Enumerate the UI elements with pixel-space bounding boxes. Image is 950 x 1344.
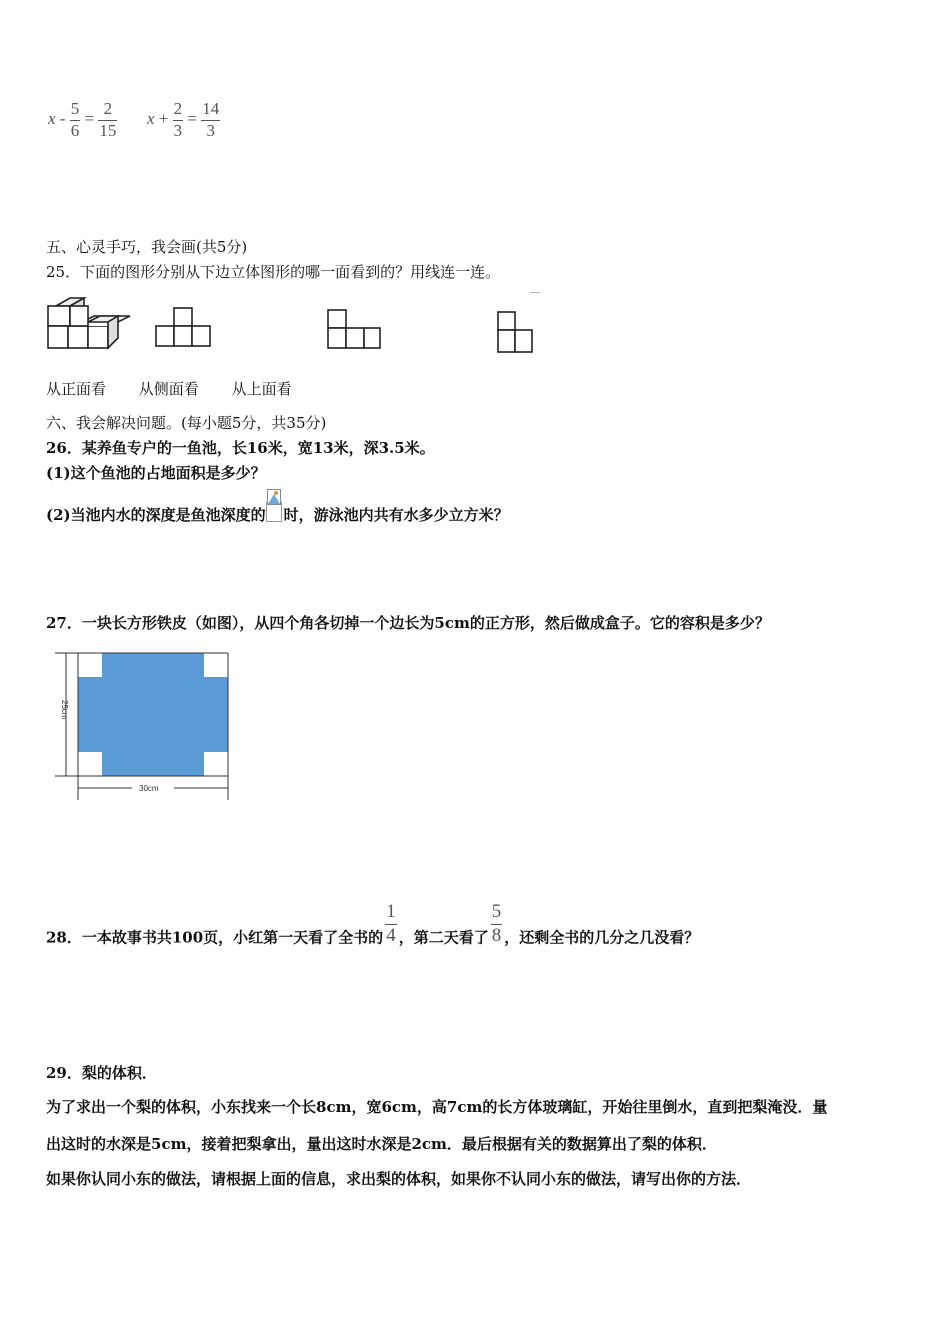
q28-fraction-1-num: 1: [386, 901, 396, 922]
question-29-line-2: 出这时的水深是5cm，接着把梨拿出，量出这时水深是2cm．最后根据有关的数据算出了梨的体积．: [46, 1135, 717, 1153]
view-label-top: 从上面看: [231, 380, 292, 398]
width-label: 30cm: [139, 784, 159, 793]
q28-middle: ，第二天看了: [398, 928, 489, 947]
q28-tail: ，还剩全书的几分之几没看？: [504, 928, 700, 947]
q27-sheet-figure: [50, 648, 240, 804]
section6-title: 六、我会解决问题。(每小题5分，共35分): [46, 414, 327, 432]
equation-1: [48, 100, 117, 140]
broken-image-icon: [266, 502, 282, 522]
view-figure-1: [156, 308, 210, 346]
question-29-line-1: 为了求出一个梨的体积，小东找来一个长8cm，宽6cm，高7cm的长方体玻璃缸，开始往里倒水，直到把梨淹没．量: [46, 1098, 828, 1116]
view-figure-3: [498, 312, 532, 352]
q28-lead: 28．一本故事书共100页，小红第一天看了全书的: [46, 928, 384, 947]
question-27: 27．一块长方形铁皮（如图），从四个角各切掉一个边长为5cm的正方形，然后做成盒子。它的容积是多少？: [46, 614, 770, 632]
q28-fraction-2: [491, 902, 503, 947]
eq1-operator: -: [59, 109, 66, 129]
corner-cut-top-right: [204, 653, 228, 677]
question-26: 26．某养鱼专户的一鱼池，长16米，宽13米，深3.5米。: [46, 439, 435, 457]
question-29-line-3: 如果你认同小东的做法，请根据上面的信息，求出梨的体积，如果你不认同小东的做法，请写出你的方法．: [46, 1170, 752, 1188]
eq2-lhs-denominator: 3: [173, 120, 183, 140]
eq2-operator: +: [158, 109, 169, 129]
q26-part-2-lead: (2)当池内水的深度是鱼池深度的: [46, 506, 266, 524]
eq1-lhs-fraction: [70, 100, 81, 140]
eq2-variable: x: [147, 109, 155, 129]
solid-cubes-figure: [48, 298, 130, 348]
eq1-variable: x: [48, 109, 56, 129]
question-25: 25．下面的图形分别从下边立体图形的哪一面看到的？用线连一连。: [46, 263, 501, 281]
corner-cut-top-left: [78, 653, 102, 677]
equation-2: [147, 100, 220, 140]
q28-fraction-1: [385, 902, 397, 947]
eq1-lhs-denominator: 6: [70, 120, 80, 140]
question-26-part-1: (1)这个鱼池的占地面积是多少？: [46, 464, 266, 482]
eq2-lhs-numerator: 2: [173, 99, 183, 118]
view-label-front: 从正面看: [46, 380, 107, 398]
eq2-rhs-numerator: 14: [202, 99, 220, 118]
question-26-part-2: [46, 502, 509, 525]
q28-fraction-2-num: 5: [491, 901, 502, 922]
question-29-title: 29．梨的体积．: [46, 1064, 157, 1082]
eq1-rhs-numerator: 2: [103, 99, 113, 118]
eq2-rhs-denominator: 3: [206, 120, 215, 140]
height-label: 25cm: [60, 700, 69, 720]
corner-cut-bottom-left: [78, 752, 102, 776]
q25-view-labels: [46, 378, 320, 399]
corner-cut-bottom-right: [204, 752, 228, 776]
q26-part-2-tail: 时，游泳池内共有水多少立方米？: [283, 506, 509, 524]
eq1-rhs-fraction: [98, 100, 117, 140]
eq1-lhs-numerator: 5: [70, 99, 80, 118]
eq1-rhs-denominator: 15: [99, 120, 117, 140]
section5-title: 五、心灵手巧，我会画(共5分): [46, 238, 248, 256]
eq2-lhs-fraction: [173, 100, 184, 140]
q28-fraction-2-den: 8: [491, 924, 502, 946]
eq2-rhs-fraction: [201, 100, 220, 140]
eq1-equals: =: [84, 109, 95, 129]
eq2-equals: =: [187, 109, 197, 129]
view-figure-2: [328, 310, 380, 348]
q25-figures: [44, 292, 544, 360]
question-28: [46, 902, 699, 947]
view-label-side: 从侧面看: [138, 380, 199, 398]
q28-fraction-1-den: 4: [386, 924, 396, 946]
